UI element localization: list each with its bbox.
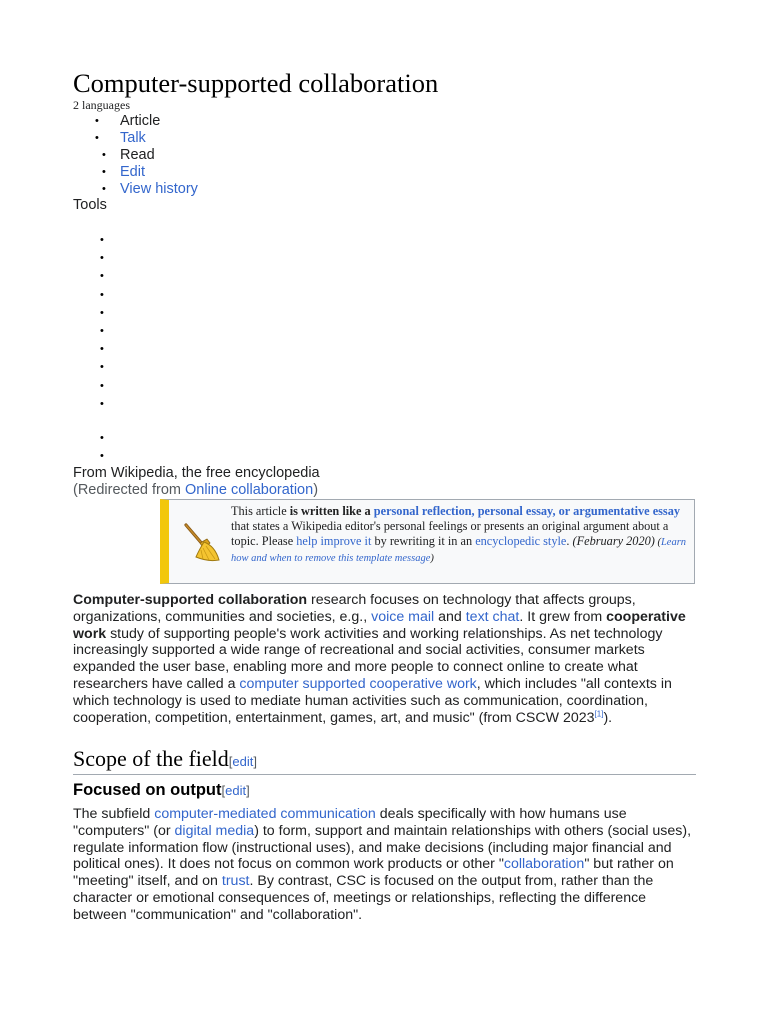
tab-talk-label: Talk [120,130,146,146]
tools-menu-button[interactable]: Tools [73,197,107,213]
languages-button[interactable]: 2 languages [73,98,130,112]
tab-view-history-label: View history [120,181,198,197]
intro-paragraph: Computer-supported collaboration research focuses on technology that affects groups, organizations, communities and societies, e.g., voice mail and text chat. It grew from cooperative work study of supporting people's work activities and working relationships. As net technology increasingly supported a wide range of recreational and social activities, consumer markets expanded the user base, enabling more and more people to connect online to create what researchers have called a computer supported cooperative work, which includes "all contexts in which technology is used to mediate human activities such as communication, coordination, cooperation, competition, entertainment, games, art, and music" (from CSCW 2023[1]). [73,592,686,726]
site-sub: From Wikipedia, the free encyclopedia [73,465,320,481]
tools-list-item[interactable] [100,358,104,376]
tab-article[interactable] [73,113,198,130]
section-edit: [edit] [228,754,258,769]
tab-edit-label: Edit [120,164,145,180]
encyclopedic-style-link[interactable]: encyclopedic style [475,534,567,548]
tools-list-item[interactable] [100,395,104,413]
tools-list-item[interactable] [100,447,104,465]
tools-list-item[interactable] [100,286,104,304]
subsection-edit-link[interactable]: edit [225,783,247,798]
tab-view-history[interactable] [73,181,198,198]
cscw-link[interactable]: computer supported cooperative work [239,675,477,692]
text-chat-link[interactable]: text chat [465,608,520,625]
tools-list-secondary [100,429,104,465]
tab-read[interactable] [73,147,198,164]
redirect-link[interactable]: Online collaboration [185,482,314,498]
trust-link[interactable]: trust [221,873,250,890]
tools-list-item[interactable] [100,377,104,395]
tab-edit[interactable] [73,164,198,181]
tab-read-label: Read [120,147,155,163]
section-heading: Scope of the field[edit] [73,745,696,775]
tools-list [100,231,104,413]
subsection-heading: Focused on output[edit] [73,781,250,799]
tools-list-item[interactable] [100,340,104,358]
tab-talk[interactable] [73,130,198,147]
notice-date: (February 2020) [572,534,655,548]
page-title: Computer-supported collaboration [73,68,439,98]
tools-list-item[interactable] [100,429,104,447]
digital-media-link[interactable]: digital media [174,822,255,839]
section-edit-link[interactable]: edit [232,754,254,769]
tools-list-item[interactable] [100,304,104,322]
essay-notice-text: This article is written like a personal reflection, personal essay, or argumentative essay that states a Wikipedia editor's personal feelings or presents an original argument about a topic. Please help improve it by rewriting it in an encyclopedic style. (February 2020) (Learn how and when to remove this template message) [231,504,687,564]
voice-mail-link[interactable]: voice mail [371,608,435,625]
learn-remove-link[interactable]: Learn how and when to remove this template message [231,537,687,564]
redirect-notice: (Redirected from Online collaboration) [73,482,319,498]
tools-list-item[interactable] [100,267,104,285]
cmc-link[interactable]: computer-mediated communication [154,806,376,822]
collaboration-link[interactable]: collaboration [503,856,585,873]
tools-list-item[interactable] [100,249,104,267]
essay-notice-box [160,499,695,584]
broom-icon [182,522,220,562]
tools-list-item[interactable] [100,231,104,249]
body-paragraph: The subfield computer-mediated communication deals specifically with how humans use "computers" (or digital media) to form, support and maintain relationships with others (social uses), regulate information flow (instructional uses), and make decisions (including major financial and political ones). It does not focus on common work products or other "collaboration" but rather on "meeting" itself, and on trust. By contrast, CSC is focused on the output from, rather than the character or emotional consequences of, meetings or relationships, reflecting the difference between "communication" and "collaboration". [73,806,692,923]
page-nav [73,113,198,198]
tools-list-item[interactable] [100,322,104,340]
essay-link[interactable]: personal reflection, personal essay, or argumentative essay [373,504,681,518]
reference-link[interactable]: [1] [594,708,604,718]
help-improve-link[interactable]: help improve it [296,534,372,548]
subsection-edit: [edit] [221,783,250,798]
tab-article-label: Article [120,113,161,129]
